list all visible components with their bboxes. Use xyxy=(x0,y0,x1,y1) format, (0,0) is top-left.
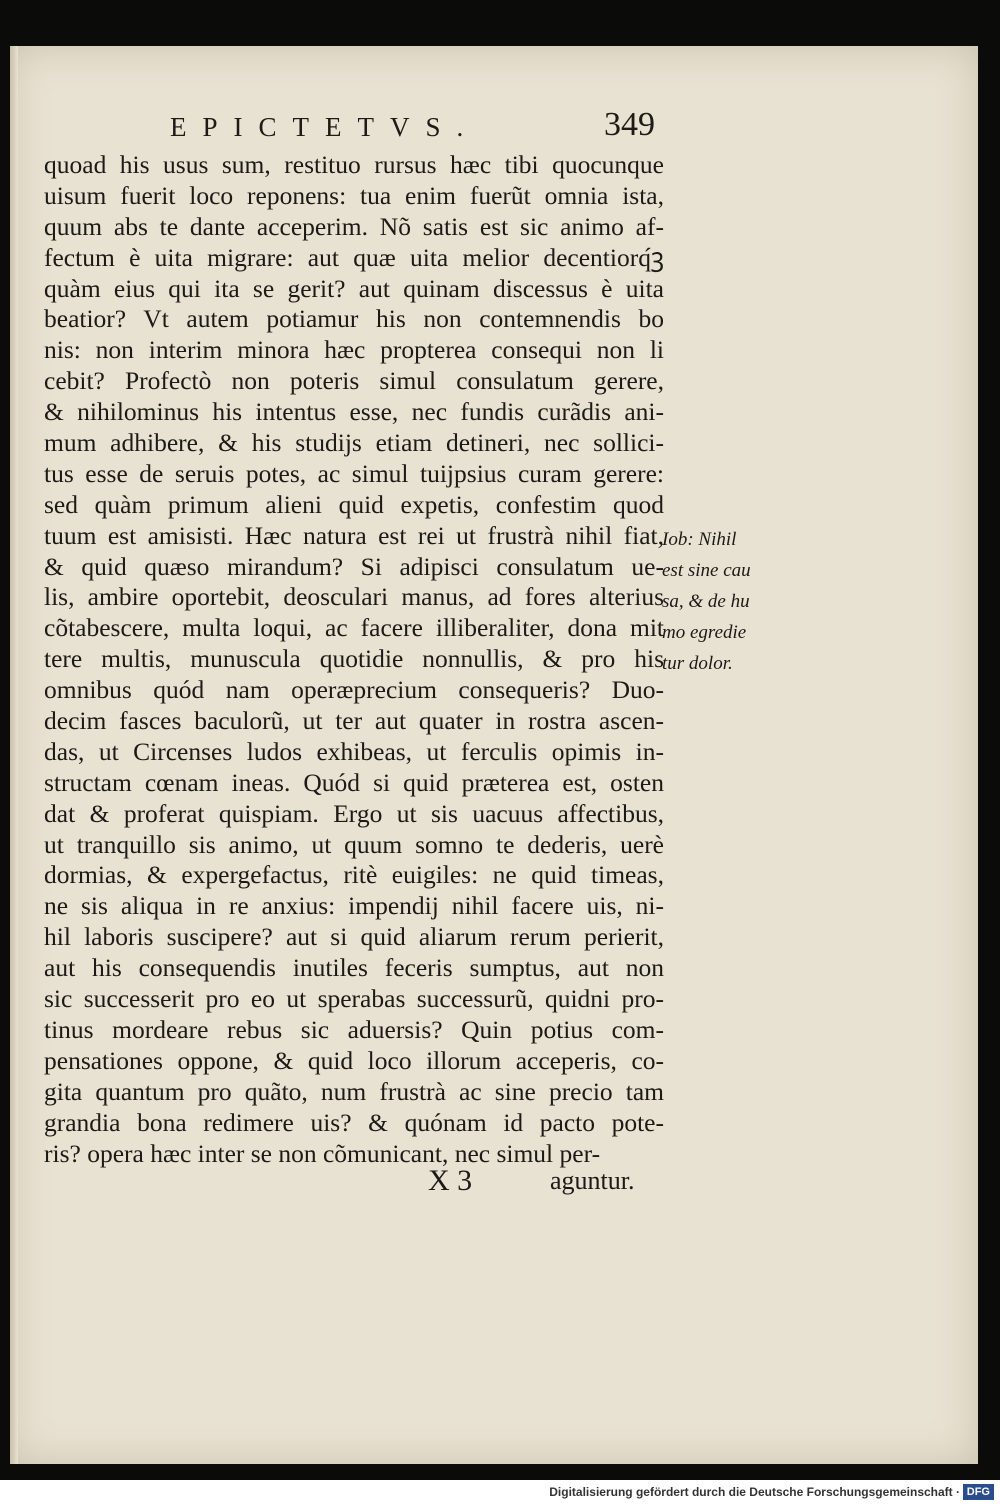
text-line: hil laboris suscipere? aut si quid aliarum rerum perierit, xyxy=(44,922,664,952)
text-line: tere multis, munuscula quotidie nonnullis, & pro his xyxy=(44,644,664,674)
footer-bar xyxy=(0,1480,1000,1506)
text-line: fectum è uita migrare: aut quæ uita melior decentiorq́ꝫ xyxy=(44,242,664,272)
margin-note-line: mo egredie xyxy=(662,622,747,643)
text-line: sed quàm primum alieni quid expetis, confestim quod xyxy=(44,489,664,519)
running-head: EPICTETVS. xyxy=(170,112,480,142)
text-line: ut tranquillo sis animo, ut quum somno te dederis, uerè xyxy=(44,829,664,859)
dfg-logo: DFG xyxy=(963,1484,994,1500)
text-line: mum adhibere, & his studijs etiam detineri, nec sollici- xyxy=(44,428,664,458)
text-line: uisum fuerit loco reponens: tua enim fuerũt omnia ista, xyxy=(44,180,664,210)
text-line: quum abs te dante acceperim. Nõ satis est sic animo af- xyxy=(44,211,664,241)
text-line: cebit? Profectò non poteris simul consulatum gerere, xyxy=(44,366,664,396)
text-line: cõtabescere, multa loqui, ac facere illiberaliter, dona mit xyxy=(44,613,664,643)
body-text xyxy=(44,150,664,1169)
margin-note-line: est sine cau xyxy=(662,560,751,581)
margin-note-line: sa, & de hu xyxy=(662,591,750,612)
text-line: quoad his usus sum, restituo rursus hæc tibi quocunque xyxy=(44,150,664,179)
text-line: nis: non interim minora hæc propterea consequi non li xyxy=(44,335,664,365)
book-page xyxy=(10,46,978,1464)
text-line: dat & proferat quispiam. Ergo ut sis uacuus affectibus, xyxy=(44,798,664,828)
text-line: das, ut Circenses ludos exhibeas, ut ferculis opimis in- xyxy=(44,736,664,766)
page-number: 349 xyxy=(604,106,655,143)
text-line: decim fasces baculorũ, ut ter aut quater in rostra ascen- xyxy=(44,706,664,736)
text-line: & quid quæso mirandum? Si adipisci consulatum ue- xyxy=(44,551,664,581)
text-line: lis, ambire oportebit, deosculari manus, ad fores alterius xyxy=(44,582,664,612)
text-line: grandia bona redimere uis? & quónam id pacto pote- xyxy=(44,1107,664,1137)
text-line: omnibus quód nam operæprecium consequeris? Duo- xyxy=(44,675,664,705)
text-line: quàm eius qui ita se gerit? aut quinam discessus è uita xyxy=(44,273,664,303)
text-line: gita quantum pro quãto, num frustrà ac sine precio tam xyxy=(44,1076,664,1106)
text-line: dormias, & expergefactus, ritè euigiles: ne quid timeas, xyxy=(44,860,664,890)
text-line: ris? opera hæc inter se non cõmunicant, nec simul per- xyxy=(44,1138,601,1168)
text-line: & nihilominus his intentus esse, nec fundis curãdis ani- xyxy=(44,397,664,427)
text-line: structam cœnam ineas. Quód si quid præterea est, osten xyxy=(44,767,664,797)
funding-credit: Digitalisierung gefördert durch die Deutsche Forschungsgemeinschaft · xyxy=(549,1485,960,1499)
text-line: beatior? Vt autem potiamur his non contemnendis bo xyxy=(44,304,664,334)
text-line: ne sis aliqua in re anxius: impendij nihil facere uis, ni- xyxy=(44,891,664,921)
text-line: tus esse de seruis potes, ac simul tuijpsius curam gerere: xyxy=(44,458,664,488)
catchword: aguntur. xyxy=(550,1166,635,1195)
margin-note-line: Iob: Nihil xyxy=(662,529,737,550)
text-line: pensationes oppone, & quid loco illorum acceperis, co- xyxy=(44,1045,664,1075)
text-line: tinus mordeare rebus sic aduersis? Quin potius com- xyxy=(44,1014,664,1044)
margin-note-line: tur dolor. xyxy=(662,653,733,674)
text-line: tuum est amisisti. Hæc natura est rei ut frustrà nihil fiat, xyxy=(44,520,664,550)
text-line: sic successerit pro eo ut sperabas successurũ, quidni pro- xyxy=(44,984,664,1014)
margin-note xyxy=(662,524,782,679)
signature-mark: X 3 xyxy=(428,1164,473,1197)
page-gutter-edge xyxy=(10,46,18,1464)
text-line: aut his consequendis inutiles feceris sumptus, aut non xyxy=(44,953,664,983)
